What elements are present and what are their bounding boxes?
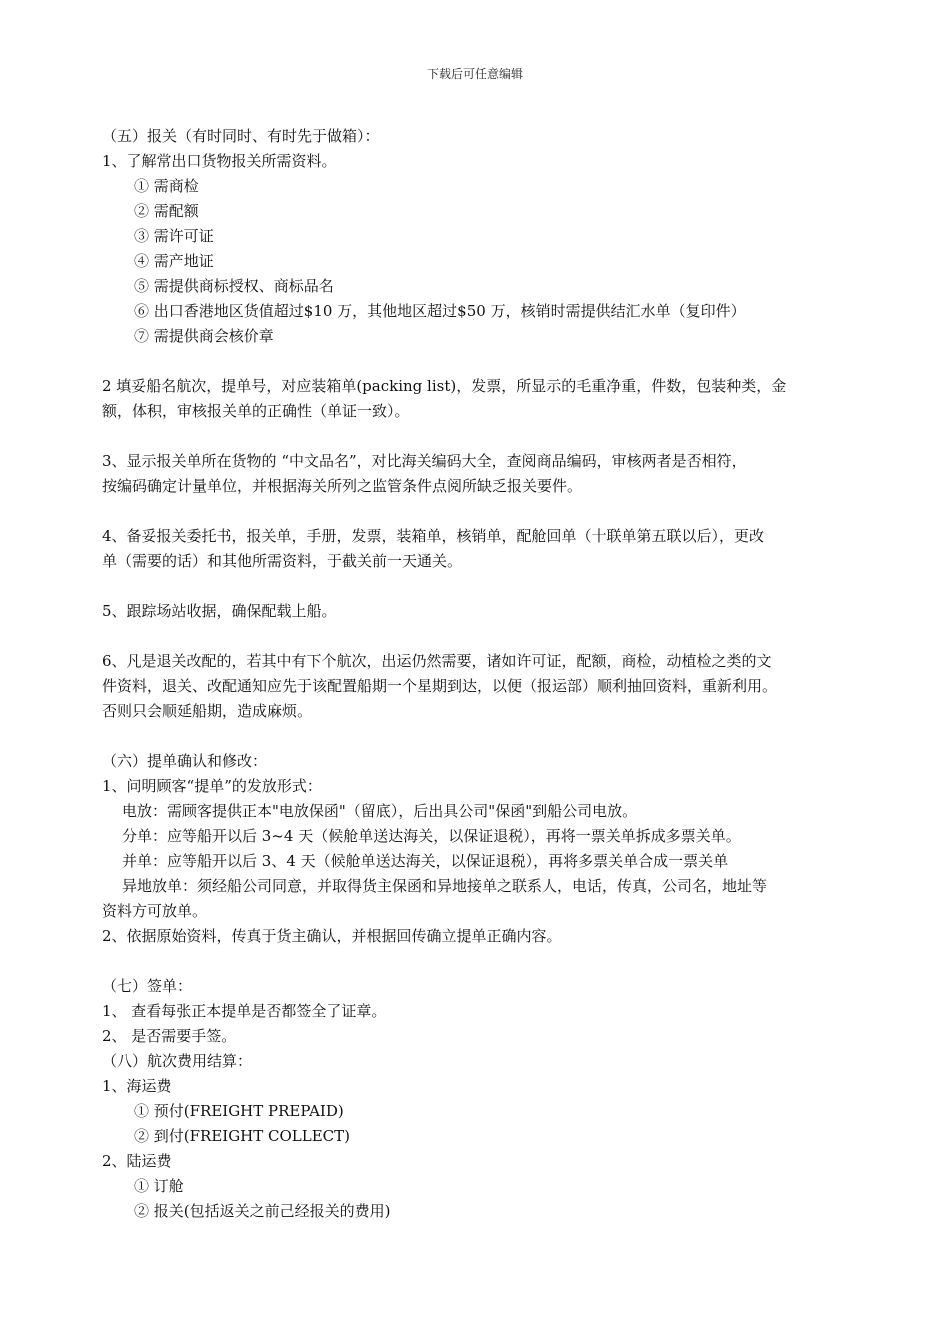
section-8-paragraph-1: 1、海运费 [102,1077,172,1095]
list-item-continuation: 资料方可放单。 [102,902,208,920]
section-6-paragraph-1: 1、问明顾客“提单”的发放形式： [102,777,322,795]
section-5-paragraph-5: 5、跟踪场站收据，确保配载上船。 [102,602,337,620]
section-8-paragraph-2: 2、陆运费 [102,1152,172,1170]
list-item: ③ 需许可证 [134,227,214,245]
spacer [102,724,862,749]
section-7-paragraph-2: 2、 是否需要手签。 [102,1027,237,1045]
section-6-title: （六）提单确认和修改： [102,752,268,770]
list-item: 分单：应等船开以后 3~4 天（候舱单送达海关，以保证退税），再将一票关单拆成多票关单。 [122,827,741,845]
list-item: 异地放单：须经船公司同意，并取得货主保函和异地接单之联系人，电话，传真，公司名，地址等 [122,877,768,895]
list-item: ⑤ 需提供商标授权、商标品名 [134,277,334,295]
spacer [102,574,862,599]
spacer [102,499,862,524]
list-item: 电放：需顾客提供正本"电放保函"（留底），后出具公司"保函"到船公司电放。 [122,802,638,820]
section-8-title: （八）航次费用结算： [102,1052,253,1070]
spacer [102,349,862,374]
section-5-paragraph-6-line-1: 6、凡是退关改配的，若其中有下个航次，出运仍然需要，诸如许可证，配额，商检，动植检之类的文 [102,652,772,670]
spacer [102,424,862,449]
section-5-paragraph-4-line-2: 单（需要的话）和其他所需资料，于截关前一天通关。 [102,552,463,570]
list-item: ④ 需产地证 [134,252,214,270]
list-item: ① 预付(FREIGHT PREPAID) [134,1102,344,1120]
section-5-paragraph-3-line-1: 3、显示报关单所在货物的 “中文品名”，对比海关编码大全，查阅商品编码，审核两者是否相符， [102,452,747,470]
list-item: ② 需配额 [134,202,199,220]
section-5-paragraph-2-line-2: 额，体积，审核报关单的正确性（单证一致）。 [102,402,410,420]
section-7-paragraph-1: 1、 查看每张正本提单是否都签全了证章。 [102,1002,387,1020]
list-item: ① 需商检 [134,177,199,195]
section-5-paragraph-6-line-2: 件资料，退关、改配通知应先于该配置船期一个星期到达，以便（报运部）顺利抽回资料，重新利用。 [102,677,778,695]
list-item: ⑥ 出口香港地区货值超过$10 万，其他地区超过$50 万，核销时需提供结汇水单（复印件） [134,302,746,320]
section-6-paragraph-2: 2、依据原始资料，传真于货主确认，并根据回传确立提单正确内容。 [102,927,562,945]
list-item: ② 到付(FREIGHT COLLECT) [134,1127,351,1145]
section-5-paragraph-4-line-1: 4、备妥报关委托书，报关单，手册，发票，装箱单，核销单，配舱回单（十联单第五联以后），更改 [102,527,765,545]
section-5-paragraph-2-line-1: 2 填妥船名航次，提单号，对应装箱单(packing list)，发票，所显示的毛重净重，件数，包装种类，金 [102,377,787,395]
section-7-title: （七）签单： [102,977,193,995]
document-body [102,124,862,1224]
page-header: 下载后可任意编辑 [426,67,523,81]
list-item: ⑦ 需提供商会核价章 [134,327,274,345]
list-item: ① 订舱 [134,1177,184,1195]
list-item: 并单：应等船开以后 3、4 天（候舱单送达海关，以保证退税），再将多票关单合成一票关单 [122,852,729,870]
spacer [102,624,862,649]
section-5-paragraph-1: 1、了解常出口货物报关所需资料。 [102,152,337,170]
section-5-title: （五）报关（有时同时、有时先于做箱）： [102,127,380,145]
section-5-paragraph-6-line-3: 否则只会顺延船期，造成麻烦。 [102,702,313,720]
spacer [102,949,862,974]
section-5-paragraph-3-line-2: 按编码确定计量单位，并根据海关所列之监管条件点阅所缺乏报关要件。 [102,477,583,495]
list-item: ② 报关(包括返关之前己经报关的费用) [134,1202,391,1220]
